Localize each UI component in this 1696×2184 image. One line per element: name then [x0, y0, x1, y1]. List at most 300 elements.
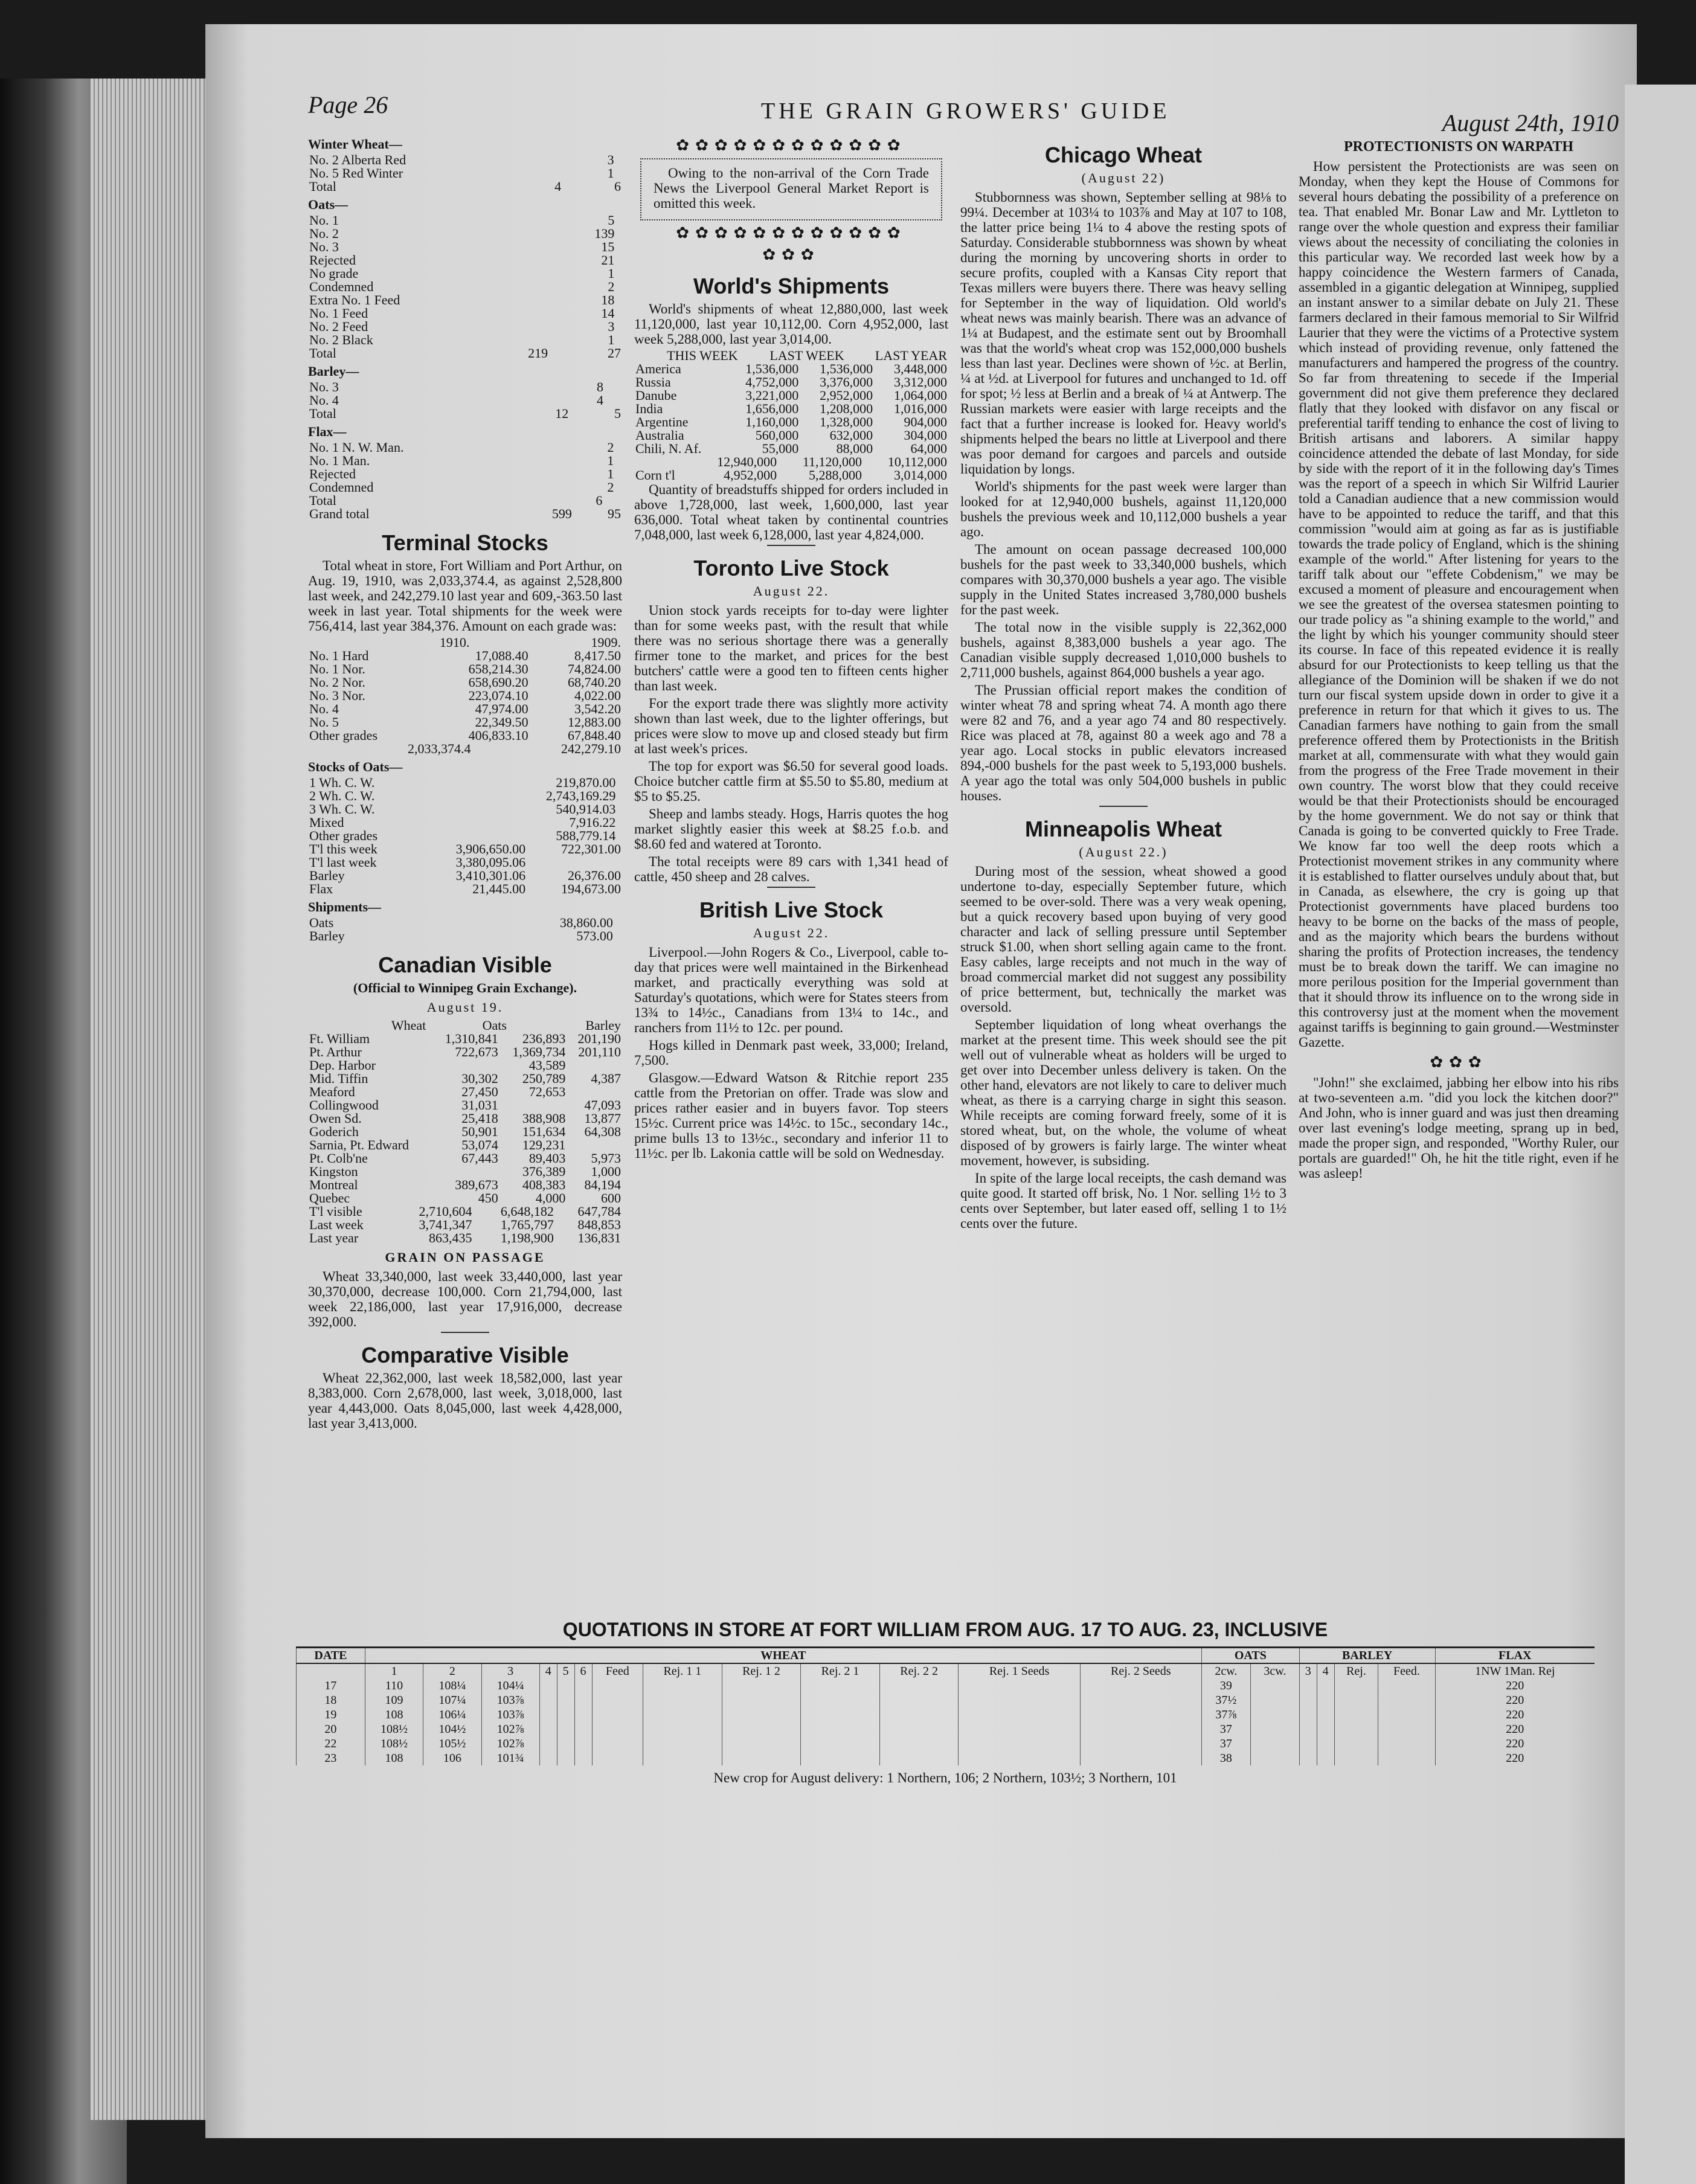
quotations-subcol: 4 [539, 1663, 557, 1678]
row-label: No. 4 [309, 393, 339, 408]
row-value: 3 [608, 319, 615, 334]
quotations-cell [574, 1722, 592, 1736]
row-value: 1 [608, 332, 615, 347]
row-label: Rejected [309, 466, 356, 481]
receipts-row-grid [308, 381, 622, 407]
quotations-row [297, 1736, 1595, 1751]
receipts-total [308, 494, 622, 507]
shipments-header-grid [634, 349, 948, 362]
quotations-cell [1378, 1722, 1435, 1736]
minneapolis-title: Minneapolis Wheat [1024, 817, 1222, 841]
quotations-cell [643, 1678, 722, 1693]
row-value: 4,387 [591, 1071, 621, 1086]
toronto-paragraph: Sheep and lambs steady. Hogs, Harris quotes the hog market slightly easier this week at $8.25 f.o.b. and $8.60 fed and watered at Toronto. [634, 806, 948, 852]
row-label: T'l this week [309, 841, 377, 856]
receipts-table [308, 136, 622, 521]
minneapolis-date: (August 22.) [1079, 844, 1168, 859]
protection-article [1299, 159, 1619, 1050]
row-value: 68,740.20 [568, 675, 621, 690]
quotations-cell [1317, 1678, 1334, 1693]
terminal-total-grid [308, 742, 622, 756]
quotations-cell [801, 1722, 880, 1736]
row-label: No. 2 Nor. [309, 675, 365, 690]
quotations-cell [801, 1736, 880, 1751]
issue-date: August 24th, 1910 [1442, 109, 1619, 136]
quotations-cell [801, 1678, 880, 1693]
row-value: 10,112,000 [887, 454, 947, 469]
row-value: 540,914.03 [556, 801, 616, 817]
quotations-cell [879, 1693, 959, 1707]
quotations-footnote: New crop for August delivery: 1 Northern, 106; 2 Northern, 103½; 3 Northern, 101 [713, 1770, 1177, 1785]
row-label: Condemned [309, 279, 374, 294]
row-label: Goderich [309, 1124, 359, 1139]
row-value [527, 856, 622, 869]
receipts-row [308, 167, 622, 180]
canadian-total [308, 1232, 622, 1245]
row-value: 151,634 [522, 1124, 566, 1139]
row-value: 22,349.50 [475, 715, 528, 730]
british-title: British Live Stock [699, 898, 884, 922]
quotations-cell [574, 1693, 592, 1707]
quotations-cell: 110 [365, 1678, 423, 1693]
shipments-row [634, 416, 948, 429]
canadian-row [308, 1125, 622, 1139]
row-value: 2 [608, 279, 615, 294]
row-value [614, 916, 622, 930]
row-value [615, 454, 622, 467]
row-value [615, 167, 622, 180]
quotations-cell [557, 1736, 574, 1751]
row-label: T'l last week [309, 855, 377, 870]
quotations-cell [1334, 1736, 1378, 1751]
row-label: No. 2 [309, 226, 339, 241]
quotations-cell [959, 1707, 1080, 1722]
quotations-cell [1299, 1693, 1317, 1707]
row-value: 4,022.00 [574, 688, 621, 703]
quotations-cell [959, 1678, 1080, 1693]
quotations-cell [722, 1678, 801, 1693]
receipts-row [308, 280, 622, 294]
row-value: 1,369,734 [512, 1044, 566, 1059]
receipts-group-label: Oats— [308, 197, 348, 212]
quotations-cell [1250, 1751, 1299, 1765]
quotations-subcol: Rej. 1 2 [722, 1663, 801, 1678]
quotations-cell: 106 [423, 1751, 481, 1765]
row-value: 219 [528, 345, 548, 361]
row-value: 658,214.30 [468, 661, 528, 676]
row-value: LAST WEEK [769, 348, 844, 363]
shipments-header [634, 349, 948, 362]
row-value: 47,093 [584, 1097, 621, 1113]
quotations-cell: 19 [297, 1707, 365, 1722]
canadian-header [308, 1019, 622, 1032]
quotations-subcol: 1 [365, 1663, 423, 1678]
row-value: 2,743,169.29 [545, 788, 616, 803]
row-value: 25,418 [461, 1111, 498, 1126]
quotations-cell [1080, 1751, 1201, 1765]
quotations-cell [1317, 1707, 1334, 1722]
row-value [615, 214, 622, 227]
row-value: 1,765,797 [500, 1217, 554, 1232]
quotations-table [296, 1648, 1595, 1765]
grain-passage-text: Wheat 33,340,000, last week 33,440,000, last year 30,370,000, decrease 100,000. Corn 21,794,000, last week 22,186,000, last year 17,916,000, decrease 392,000. [308, 1269, 622, 1329]
receipts-row [308, 294, 622, 307]
row-value: 219,870.00 [556, 775, 616, 790]
row-value: 74,824.00 [568, 661, 621, 676]
terminal-ship-row-grid [308, 916, 622, 943]
quotations-cell [1334, 1707, 1378, 1722]
grain-passage-title: GRAIN ON PASSAGE [385, 1250, 545, 1265]
quotations-cell: 38 [1201, 1751, 1250, 1765]
terminal-row [308, 702, 622, 716]
quotations-cell: 37 [1201, 1722, 1250, 1736]
quotations-cell: 220 [1435, 1722, 1595, 1736]
row-value: 1,160,000 [745, 414, 799, 429]
row-value: 3,380,095.06 [455, 855, 526, 870]
row-value: 573.00 [576, 928, 613, 943]
quotations-cell: 108¼ [423, 1678, 481, 1693]
quotations-cell [592, 1693, 643, 1707]
quotations-cell [722, 1751, 801, 1765]
british-paragraph: Glasgow.—Edward Watson & Ritchie report 235 cattle from the Pretorian on offer. Trade was slow and prices rather easier and in buyers favor. Top steers 15½c. Current price was 14½c. to 15c., secondary 14c., prime bulls 13 to 13½c., secondary and inferior 11 to 11½c. per lb. Lakonia cattle will be sold on Wednesday. [634, 1070, 948, 1161]
row-value: 1910. [439, 635, 470, 650]
terminal-week-row [308, 882, 622, 896]
row-value: 560,000 [755, 428, 799, 443]
row-label: Oats [309, 915, 334, 930]
ornament-divider: ✿✿✿ [1430, 1053, 1488, 1071]
row-label: Kingston [309, 1164, 358, 1179]
row-value: 17,088.40 [475, 648, 528, 663]
quotations-cell [1334, 1722, 1378, 1736]
minneapolis-article [960, 864, 1286, 1231]
row-value: 72,653 [528, 1084, 566, 1099]
row-value: 1,656,000 [745, 401, 799, 416]
row-value: 26,376.00 [568, 868, 621, 883]
receipts-total-grid [308, 494, 622, 507]
column-4 [1299, 133, 1619, 1183]
row-label: No. 3 [309, 379, 339, 394]
chicago-title: Chicago Wheat [1044, 143, 1202, 167]
terminal-oats-row [308, 803, 622, 816]
row-value: 8 [597, 379, 604, 394]
protection-paragraph: How persistent the Protectionists are was seen on Monday, when they kept the House of Commons for several hours debating the possibility of a preference on tea. That enabled Mr. Bonar Law and Mr. Lyttleton to range over the whole question and express their familiar views about the necessity of conciliating the colonies in this particular way. We recorded last week how by a happy coincidence the Western farmers of Canada, assembled in a gigantic delegation at Winnipeg, supplied an instant answer to a similar debate on July 21. These farmers declared in their famous memorial to Sir Wilfrid Laurier that they were the victims of a Protective system which instead of providing revenue, only fattened the manufacturers and hampered the progress of the country. So far from threatening to secede if the Imperial government did not give them preference they declared flatly that they looked with disfavor on any fiscal or preferential tariff tending to enhance the cost of living to British artisans and laborers. A similar happy coincidence attended the debate of last Monday, for side by side with the report of it in the following day's Times was the report of a speech in which Sir Wilfrid Laurier told a Canadian audience that a new commission would have to be appointed to reduce the tariff, and that this commission "would aim at going as far as is justifiable towards the trade policy of England, which is the shining example of the world." After listening for years to the tariff talk about our "effete Cobdenism," we may be excused a moment of pleasure and encouragement when we see the greatest of the oversea statesmen pointing to our trade policy as "a shining example to the world," and the light by which his younger community should steer its course. In face of this repeated evidence it is really absurd for our Protectionists to keep telling us that the allegiance of the Dominion will be shaken if we do not turn our fiscal system upside down in order to give it a preference in return for that which it gives to us. The Canadian farmers have nothing to gain from the small preference offered them by Protectionists in the British market at all, commensurate with what they would gain from the progress of the Free Trade movement in their own country. The worst blow that they could receive would be that their Protectionists should be encouraged by the home government. We do not say or think that Canada is going to be converted quickly to Free Trade. We know far too well the deep roots which a Protectionist movement strikes in any community where it is established to flatter ourselves unduly about that, but in Canada, as elsewhere, the cry is going up that Protectionist governments have placed burdens too heavy to be borne on the backs of the mass of people, and as the majority which bears the burdens without sharing the profits of Protection increases, the tendency must be to break down the tariff. We can imagine no more perilous position for the Imperial government than that it should throw its influence on to the wrong side in this controversy just at the moment when the movement against tariffs is beginning to gain ground.—Westminster Gazette. [1299, 159, 1619, 1050]
row-value [617, 789, 622, 803]
quotations-cell: 220 [1435, 1693, 1595, 1707]
quotations-subheader [297, 1663, 1595, 1678]
quotations-cell [592, 1722, 643, 1736]
page-number: Page 26 [308, 91, 388, 118]
comparative-visible-text: Wheat 22,362,000, last week 18,582,000, last year 8,383,000. Corn 2,678,000, last week, 3,018,000, last year 4,443,000. Oats 8,045,000, last week 4,428,000, last year 3,413,000. [308, 1370, 622, 1431]
quotations-subcol: 2cw. [1201, 1663, 1250, 1678]
canadian-row [308, 1059, 622, 1072]
toronto-paragraph: The total receipts were 89 cars with 1,341 head of cattle, 450 sheep and 28 calves. [634, 854, 948, 884]
canadian-visible-title: Canadian Visible [378, 952, 552, 977]
row-value: 304,000 [904, 428, 947, 443]
quotations-cell [592, 1751, 643, 1765]
canadian-row [308, 1099, 622, 1112]
row-label: Pt. Colb'ne [309, 1151, 368, 1166]
row-value: 406,833.10 [468, 728, 528, 743]
terminal-row [308, 649, 622, 663]
row-value: 4 [554, 179, 562, 194]
quotations-cell [722, 1693, 801, 1707]
row-value: 7,916.22 [569, 815, 616, 830]
row-value [617, 776, 622, 789]
canadian-row [308, 1032, 622, 1045]
row-value: 5,288,000 [809, 467, 862, 483]
row-label [308, 1019, 315, 1032]
row-value [567, 1139, 622, 1152]
quotations-subcol: Rej. [1334, 1663, 1378, 1678]
row-value: 3,410,301.06 [455, 868, 526, 883]
row-label [308, 636, 320, 649]
row-value: 38,860.00 [559, 915, 613, 930]
quotations-group: OATS [1201, 1648, 1299, 1663]
notice-box [640, 158, 942, 220]
quotations-cell [959, 1693, 1080, 1707]
receipts-row [308, 267, 622, 280]
row-value: 1,328,000 [820, 414, 873, 429]
british-article [634, 945, 948, 1161]
row-value: 3 [607, 152, 614, 167]
canadian-header-grid [308, 1019, 622, 1032]
row-value: 223,074.10 [468, 688, 528, 703]
chicago-paragraph: Stubbornness was shown, September selling at 98⅛ to 99¼. December at 103¼ to 103⅞ and May at 107 to 108, the latter price being 1¼ to 4 above the resting spots of Saturday. Considerable stubbornness was shown by wheat during the morning by uncovering shorts in order to secure profits, coupled with a Kansas City report that Texas millers were buyers there. There was heavy selling for September in the way of liquidation. Old world's wheat news was mainly bearish. There was an advance of 1¼ at Budapest, and the estimate sent out by Broomhall was that the world's wheat crop was 152,000,000 bushels less than last year. Declines were shown of ½c. at Berlin, ¼ at ½d. at Liverpool for futures and unchanged to 1d. off for spot; ½ less at Berlin and a break of ¼ at Antwerp. The Russian markets were easier with large receipts and the fact that a further increase is looked for. Heavy world's shipments helped the bears no little at Liverpool and there was poor demand for cargoes and parcels and outside liquidation by longs. [960, 190, 1286, 477]
shipments-row [634, 389, 948, 402]
row-value: 450 [478, 1190, 498, 1206]
canadian-row [308, 1045, 622, 1059]
row-value: 21,445.00 [472, 881, 526, 896]
receipts-grand-total-grid [308, 507, 622, 521]
row-label: Pt. Arthur [309, 1044, 362, 1059]
quotations-row [297, 1693, 1595, 1707]
row-label: No. 3 Nor. [309, 688, 365, 703]
terminal-header [308, 636, 622, 649]
row-value: 722,301.00 [561, 841, 621, 856]
canadian-row-grid [308, 1032, 622, 1205]
row-value: 4,952,000 [724, 467, 777, 483]
page-edges [91, 79, 211, 2120]
row-value: 1,000 [591, 1164, 621, 1179]
column-1 [308, 133, 622, 1433]
canadian-row [308, 1165, 622, 1178]
receipts-row [308, 254, 622, 267]
row-value: 1 [607, 165, 614, 181]
row-label: Australia [635, 428, 684, 443]
notice-text: Owing to the non-arrival of the Corn Trade News the Liverpool General Market Report is omitted this week. [654, 165, 929, 211]
row-label: Argentine [635, 414, 689, 429]
receipts-row [308, 441, 622, 454]
terminal-row [308, 663, 622, 676]
row-value [614, 930, 622, 943]
receipts-row-grid [308, 214, 622, 347]
quotations-cell: 220 [1435, 1736, 1595, 1751]
row-value: Oats [482, 1018, 507, 1033]
quotations-cell: 23 [297, 1751, 365, 1765]
canadian-row [308, 1085, 622, 1099]
row-value: 376,389 [522, 1164, 566, 1179]
divider [767, 545, 815, 546]
quotations-table-section [296, 1619, 1595, 1981]
terminal-total [308, 742, 622, 756]
quotations-cell [801, 1751, 880, 1765]
quotations-cell [1250, 1693, 1299, 1707]
quotations-cell [1317, 1736, 1334, 1751]
row-label: No. 4 [309, 701, 339, 716]
row-value: 89,403 [528, 1151, 566, 1166]
row-value [615, 320, 622, 333]
row-value: 904,000 [904, 414, 947, 429]
row-value: 30,302 [461, 1071, 498, 1086]
row-label: No. 2 Black [309, 332, 373, 347]
quotations-cell: 108½ [365, 1736, 423, 1751]
receipts-group-label: Barley— [308, 364, 359, 379]
row-value: 55,000 [762, 441, 799, 456]
row-value: 3,312,000 [894, 374, 947, 390]
row-value: 43,589 [528, 1058, 566, 1073]
quotations-group: FLAX [1435, 1648, 1595, 1663]
terminal-oats-row [308, 829, 622, 843]
row-value: 3,448,000 [894, 361, 947, 376]
row-value: 599 [551, 506, 572, 521]
row-value: 201,110 [578, 1044, 621, 1059]
row-value: 4,752,000 [745, 374, 799, 390]
toronto-date: August 22. [753, 583, 830, 599]
row-value [603, 494, 622, 507]
row-value: 3,376,000 [820, 374, 873, 390]
row-label: Total [309, 406, 336, 421]
column-2 [634, 133, 948, 1163]
row-label: Montreal [309, 1177, 358, 1192]
row-label: No. 3 [309, 239, 339, 254]
quotations-cell: 104½ [423, 1722, 481, 1736]
quotations-cell [1080, 1707, 1201, 1722]
row-value: 136,831 [577, 1230, 621, 1245]
row-label: America [635, 361, 681, 376]
quotations-cell [557, 1751, 574, 1765]
quotations-cell [1080, 1678, 1201, 1693]
quotations-cell: 101¾ [481, 1751, 539, 1765]
quotations-cell [574, 1678, 592, 1693]
divider [767, 887, 815, 888]
receipts-row [308, 240, 622, 254]
row-label: Danube [635, 388, 677, 403]
row-label: Grand total [309, 506, 370, 521]
shipments-row-grid [634, 362, 948, 455]
quotations-subcol: 2 [423, 1663, 481, 1678]
row-value: LAST YEAR [875, 348, 947, 363]
row-value [567, 1059, 622, 1072]
quotations-cell [643, 1751, 722, 1765]
quotations-cell [1299, 1751, 1317, 1765]
row-value [432, 1165, 499, 1178]
quotations-cell [879, 1678, 959, 1693]
quotations-cell [643, 1707, 722, 1722]
quotations-cell [592, 1707, 643, 1722]
terminal-week-row [308, 843, 622, 856]
world-shipments-intro: World's shipments of wheat 12,880,000, last week 11,120,000, last year 10,112,00. Corn 4,952,000, last week 5,288,000, last year 3,014,00. [634, 301, 948, 347]
row-value: 4,000 [535, 1190, 566, 1206]
terminal-row [308, 689, 622, 702]
receipts-row [308, 467, 622, 481]
row-label: Collingwood [309, 1097, 379, 1113]
quotations-cell [1334, 1693, 1378, 1707]
canadian-visible-subtitle: (Official to Winnipeg Grain Exchange). [353, 980, 577, 995]
minneapolis-paragraph: In spite of the large local receipts, the cash demand was quite good. It started off brisk, No. 1 Nor. selling 1½ to 3 cents over September, but later eased off, selling 1 to 1½ cents over the future. [960, 1171, 1286, 1231]
row-value: 236,893 [522, 1031, 566, 1046]
quotations-cell [879, 1751, 959, 1765]
row-value: 3,542.20 [574, 701, 621, 716]
row-value: 64,000 [910, 441, 947, 456]
quotations-cell [1250, 1736, 1299, 1751]
toronto-paragraph: For the export trade there was slightly more activity shown than last week, due to the lighter offerings, but prices were slow to move up and closed steady but firm at last week's prices. [634, 696, 948, 756]
quotations-subcol: 3 [481, 1663, 539, 1678]
canadian-total-grid [308, 1205, 622, 1245]
shipments-total-grid [634, 455, 948, 482]
terminal-ship-row [308, 930, 622, 943]
row-value: 12 [555, 406, 569, 421]
page-header [308, 85, 1619, 136]
toronto-article [634, 603, 948, 884]
row-label: Last year [309, 1230, 359, 1245]
canadian-row [308, 1192, 622, 1205]
ornament-border-bottom: ✿✿✿✿✿✿✿✿✿✿✿✿ [676, 224, 907, 242]
chicago-paragraph: World's shipments for the past week were larger than looked for at 12,940,000 bushels, against 11,120,000 bushels the previous week and 10,112,000 bushels a year ago. [960, 479, 1286, 539]
row-value: 3,014,000 [894, 467, 947, 483]
terminal-header-grid [308, 636, 622, 649]
minneapolis-paragraph: September liquidation of long wheat overhangs the market at the present time. This week should see the pit well out of vulnerable wheat as holders will be urged to get over into December unless delivery is taken. On the other hand, elevators are not likely to care to deliver much wheat, as there is a carrying charge in sight this season. While receipts are coming forward freely, some of it is stored wheat, but, on the whole, the volume of wheat disposed of by growers is fairly large. The winter wheat movement, however, is subsiding. [960, 1017, 1286, 1168]
receipts-total-grid [308, 347, 622, 360]
quotations-cell: 102⅞ [481, 1736, 539, 1751]
row-value: 600 [601, 1190, 621, 1206]
row-value: 1,198,900 [500, 1230, 554, 1245]
quotations-row [297, 1751, 1595, 1765]
quotations-cell [557, 1693, 574, 1707]
row-value: 2 [607, 440, 614, 455]
canadian-total [308, 1218, 622, 1232]
receipts-row [308, 381, 622, 394]
quotations-title: QUOTATIONS IN STORE AT FORT WILLIAM FROM AUG. 17 TO AUG. 23, INCLUSIVE [296, 1619, 1595, 1648]
quotations-subcol: Rej. 1 1 [643, 1663, 722, 1678]
row-label: No. 2 Alberta Red [309, 152, 406, 167]
row-value: Barley [585, 1018, 621, 1033]
row-value: 389,673 [455, 1177, 498, 1192]
shipments-row [634, 402, 948, 416]
row-value [615, 227, 622, 240]
british-paragraph: Hogs killed in Denmark past week, 33,000; Ireland, 7,500. [634, 1038, 948, 1068]
row-label: No. 1 Nor. [309, 661, 365, 676]
quotations-group-header [297, 1648, 1595, 1663]
row-value: 67,443 [461, 1151, 498, 1166]
quotations-cell [879, 1722, 959, 1736]
row-value: 1,016,000 [894, 401, 947, 416]
quotations-cell [643, 1693, 722, 1707]
row-value [617, 803, 622, 816]
receipts-row [308, 333, 622, 347]
row-value: 27 [608, 345, 621, 361]
quotations-cell [1250, 1707, 1299, 1722]
facing-page-edge [1625, 85, 1696, 2184]
quotations-cell [539, 1678, 557, 1693]
quotations-group: WHEAT [365, 1648, 1201, 1663]
shipments-total [634, 455, 948, 469]
row-value: 1 [607, 453, 614, 468]
divider [1099, 806, 1148, 807]
quotations-cell [1250, 1722, 1299, 1736]
receipts-row [308, 454, 622, 467]
row-value: 1,536,000 [745, 361, 799, 376]
quotations-cell [879, 1736, 959, 1751]
